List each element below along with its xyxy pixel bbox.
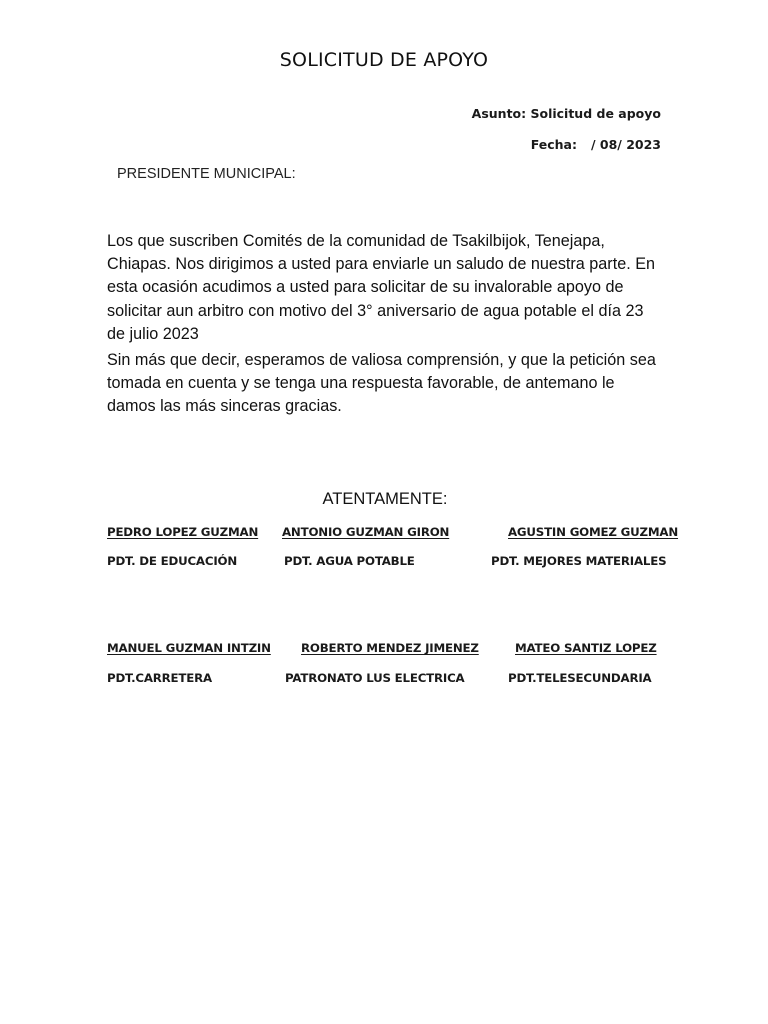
signatory-role: PATRONATO LUS ELECTRICA <box>285 671 465 685</box>
signatory-role: PDT. AGUA POTABLE <box>284 554 415 568</box>
signatory-name: ANTONIO GUZMAN GIRON <box>282 525 450 539</box>
signatory-name: MANUEL GUZMAN INTZIN <box>107 641 271 655</box>
document-title: SOLICITUD DE APOYO <box>279 49 489 71</box>
subject-line: Asunto: Solicitud de apoyo <box>471 106 661 121</box>
body-paragraph: Sin más que decir, esperamos de valiosa comprensión, y que la petición sea tomada en cuenta y se tenga una respuesta favorable, de antemano le damos las más sinceras gracias. <box>107 351 656 416</box>
recipient-line: PRESIDENTE MUNICIPAL: <box>117 166 296 182</box>
signatory-name: PEDRO LOPEZ GUZMAN <box>107 525 259 539</box>
signatory-name: MATEO SANTIZ LOPEZ <box>515 641 657 655</box>
signatory-name: AGUSTIN GOMEZ GUZMAN <box>508 525 679 539</box>
signatory-name: ROBERTO MENDEZ JIMENEZ <box>301 641 479 655</box>
signatory-role: PDT. MEJORES MATERIALES <box>491 554 667 568</box>
date-line <box>531 137 661 152</box>
signatory-role: PDT. DE EDUCACIÓN <box>107 554 238 568</box>
date-label: Fecha: <box>530 137 577 152</box>
signatory-role: PDT.TELESECUNDARIA <box>508 671 652 685</box>
closing-line: ATENTAMENTE: <box>322 490 448 508</box>
signatory-role: PDT.CARRETERA <box>107 671 212 685</box>
date-value: / 08/ 2023 <box>590 137 661 152</box>
body-paragraph: Los que suscriben Comités de la comunidad de Tsakilbijok, Tenejapa, Chiapas. Nos dirigimos a usted para enviarle un saludo de nuestra parte. En esta ocasión acudimos a usted para solicitar de su invalorable apoyo de solicitar aun arbitro con motivo del 3° aniversario de agua potable el día 23 de julio 2023 <box>107 232 655 343</box>
